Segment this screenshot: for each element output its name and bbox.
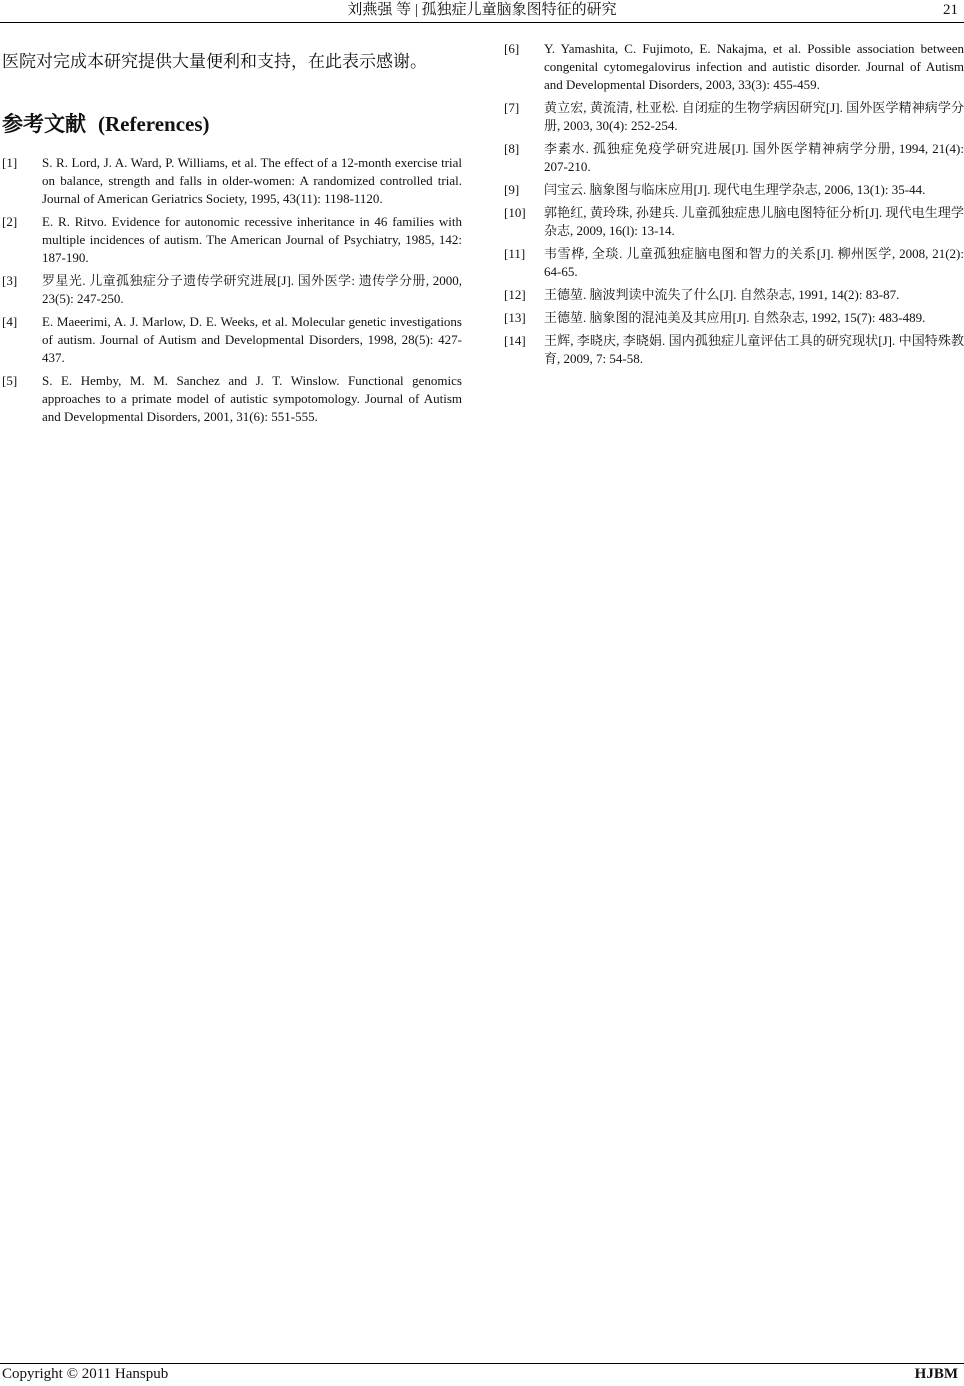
reference-number: [8] [504, 141, 520, 156]
reference-number: [5] [2, 373, 18, 388]
reference-item [504, 181, 964, 199]
reference-item [504, 286, 964, 304]
journal-abbreviation: HJBM [914, 1366, 958, 1382]
page-number: 21 [943, 2, 958, 18]
running-title: 刘燕强 等 | 孤独症儿童脑象图特征的研究 [347, 2, 617, 18]
reference-item [504, 245, 964, 281]
reference-text: S. R. Lord, J. A. Ward, P. Williams, et al. The effect of a 12-month exercise trial on balance, strength and falls in older-women: A randomized controlled trial. Journal of American Geriatrics Society, 1995, 43(11): 1198-1120. [42, 155, 462, 206]
reference-number: [14] [504, 333, 526, 348]
reference-text: 郭艳红, 黄玲珠, 孙建兵. 儿童孤独症患儿脑电图特征分析[J]. 现代电生理学杂志, 2009, 16(l): 13-14. [544, 205, 964, 238]
reference-item [2, 213, 462, 267]
reference-number: [7] [504, 100, 520, 115]
reference-text: E. R. Ritvo. Evidence for autonomic recessive inheritance in 46 families with multiple incidences of autism. The American Journal of Psychiatry, 1985, 142: 187-190. [42, 214, 462, 265]
reference-text: S. E. Hemby, M. M. Sanchez and J. T. Winslow. Functional genomics approaches to a primate model of autistic sympotomology. Journal of Autism and Developmental Disorders, 2001, 31(6): 551-555. [42, 373, 462, 424]
reference-text: 韦雪桦, 全琰. 儿童孤独症脑电图和智力的关系[J]. 柳州医学, 2008, 21(2): 64-65. [544, 246, 964, 279]
references-heading-en: (References) [98, 112, 210, 136]
page-header [0, 0, 964, 23]
reference-item [504, 309, 964, 327]
right-column [504, 40, 964, 373]
reference-text: E. Maeerimi, A. J. Marlow, D. E. Weeks, et al. Molecular genetic investigations of autism. Journal of Autism and Developmental Disorders, 1998, 28(5): 427-437. [42, 314, 462, 365]
reference-number: [1] [2, 155, 18, 170]
reference-number: [11] [504, 246, 526, 261]
reference-item [2, 313, 462, 367]
reference-number: [6] [504, 41, 520, 56]
reference-text: 李素水. 孤独症免疫学研究进展[J]. 国外医学精神病学分册, 1994, 21(4): 207-210. [544, 141, 964, 174]
page-footer [0, 1363, 964, 1386]
references-heading-zh: 参考文献 [2, 112, 86, 136]
reference-text: Y. Yamashita, C. Fujimoto, E. Nakajma, et al. Possible association between congenital cytomegalovirus infection and autistic disorder. Journal of Autism and Developmental Disorders, 2003, 33(3): 455-459. [544, 41, 964, 92]
reference-list-left [2, 154, 462, 426]
reference-text: 黄立宏, 黄流清, 杜亚松. 自闭症的生物学病因研究[J]. 国外医学精神病学分册, 2003, 30(4): 252-254. [544, 100, 964, 133]
reference-text: 王辉, 李晓庆, 李晓娟. 国内孤独症儿童评估工具的研究现状[J]. 中国特殊教育, 2009, 7: 54-58. [544, 333, 964, 366]
reference-item [504, 204, 964, 240]
reference-text: 罗星光. 儿童孤独症分子遗传学研究进展[J]. 国外医学: 遗传学分册, 2000, 23(5): 247-250. [42, 273, 462, 306]
copyright-notice: Copyright © 2011 Hanspub [2, 1366, 169, 1382]
left-column [2, 40, 462, 431]
acknowledgement-text: 医院对完成本研究提供大量便利和支持，在此表示感谢。 [2, 52, 427, 71]
reference-number: [4] [2, 314, 18, 329]
references-heading [2, 108, 462, 138]
reference-item [2, 154, 462, 208]
reference-item [2, 372, 462, 426]
reference-text: 闫宝云. 脑象图与临床应用[J]. 现代电生理学杂志, 2006, 13(1): 35-44. [544, 182, 926, 197]
reference-item [504, 140, 964, 176]
reference-number: [13] [504, 310, 526, 325]
reference-number: [10] [504, 205, 526, 220]
reference-text: 王德堃. 脑波判读中流失了什么[J]. 自然杂志, 1991, 14(2): 83-87. [544, 287, 900, 302]
reference-number: [9] [504, 182, 520, 197]
reference-number: [2] [2, 214, 18, 229]
reference-number: [12] [504, 287, 526, 302]
reference-number: [3] [2, 273, 18, 288]
reference-item [504, 332, 964, 368]
reference-item [504, 40, 964, 94]
reference-list-right [504, 40, 964, 368]
reference-item [2, 272, 462, 308]
reference-item [504, 99, 964, 135]
reference-text: 王德堃. 脑象图的混沌美及其应用[J]. 自然杂志, 1992, 15(7): 483-489. [544, 310, 926, 325]
